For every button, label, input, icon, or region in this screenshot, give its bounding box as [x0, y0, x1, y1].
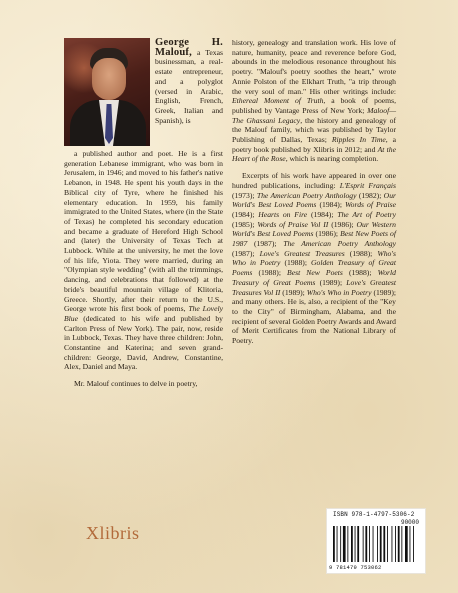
author-photo	[64, 38, 150, 146]
bio-continues: Mr. Malouf continues to delve in poetry,	[74, 379, 198, 389]
isbn-barcode	[326, 508, 426, 574]
publications-paragraph: Excerpts of his work have appeared in over one hundred publications, including: L'Esprit Français (1973); The American Poetry Anthology (1982); Our World's Best Loved Poems (1984); Words of Praise (1984); Hearts on Fire (1984); The Art of Poetry (1985); Words of Praise Vol II (1986); Our Western World's Best Loved Poems (1986); Best New Poets of 1987 (1987); The American Poetry Anthology (1987); Love's Greatest Treasures (1988); Who's Who in Poetry (1988); Golden Treasury of Great Poems (1988); Best New Poets (1988); World Treasury of Great Poems (1989); Love's Greatest Treasures Vol II (1989); Who's Who in Poetry (1989); and many others. He is, also, a recipient of the "Key to the City" of Birmingham, Alabama, and the recipient of several Golden Poetry Awards and Award of Merit Certificates from the National Library of Poetry.	[232, 171, 397, 346]
writings-paragraph: history, genealogy and translation work. His love of nature, humanity, peace and reverence before God, abounds in the melodious resonance throughout his poetry. "Malouf's poetry soothes the heart," wrote Annie Polston of the Elkhart Truth, "a trip through the very soul of man." His other writings include: Ethereal Moment of Truth, a book of poems, published by Vantage Press of New York; Maloof—The Ghassani Legacy, the history and genealogy of the Malouf family, which was published by Taylor Publishing of Dallas, Texas; Ripples In Time, a poetry book published by Xlibris in 2012; and At the Heart of the Rose, which is nearing completion.	[232, 38, 397, 164]
barcode-bars	[333, 526, 419, 562]
barcode-digits: 9 781479 753062	[329, 564, 382, 571]
bio-intro: George H. Malouf, a Texas businessman, a real-estate entrepreneur, and a polyglot (versed in Arabic, English, French, Greek, Italian and Spanish), is	[155, 37, 223, 125]
bio-paragraph: a published author and poet. He is a first generation Lebanese immigrant, who was born in Jerusalem, in 1946; and moved to his father's native Lebanon, in 1948. He spent his youth days in the Biblical city of Tyre, where he finished his elementary education. In 1959, his family immigrated to the United States, where (in the State of Texas) he completed his secondary education and became a graduate of Hereford High School and (later) the University of Texas Tech at Lubbock. While at the university, he met the love of his life, Yiota. They were married, during an "Olympian style wedding" (with all the trimmings, dancing, and celebrations that followed) at the bride's beautiful mountain village of Klitoria, Greece. Shortly, after their return to the U.S., George wrote his first book of poems, The Lovely Blue (dedicated to his wife and published by Carlton Press of New York). The pair, now, reside in Lubbock, Texas. They have three children: John, Constantine and Katerina; and seven grand-children: George, David, Andrew, Constantine, Alex, Daniel and Maya.	[64, 149, 223, 372]
book-title: The Lovely Blue	[64, 304, 223, 323]
price-code: 90000	[400, 519, 419, 526]
publisher-logo: Xlibris	[86, 523, 140, 543]
right-column	[232, 38, 396, 346]
author-name: George H. Malouf,	[155, 37, 223, 58]
isbn-number: ISBN 978-1-4797-5306-2	[333, 511, 415, 518]
left-column	[64, 38, 223, 389]
